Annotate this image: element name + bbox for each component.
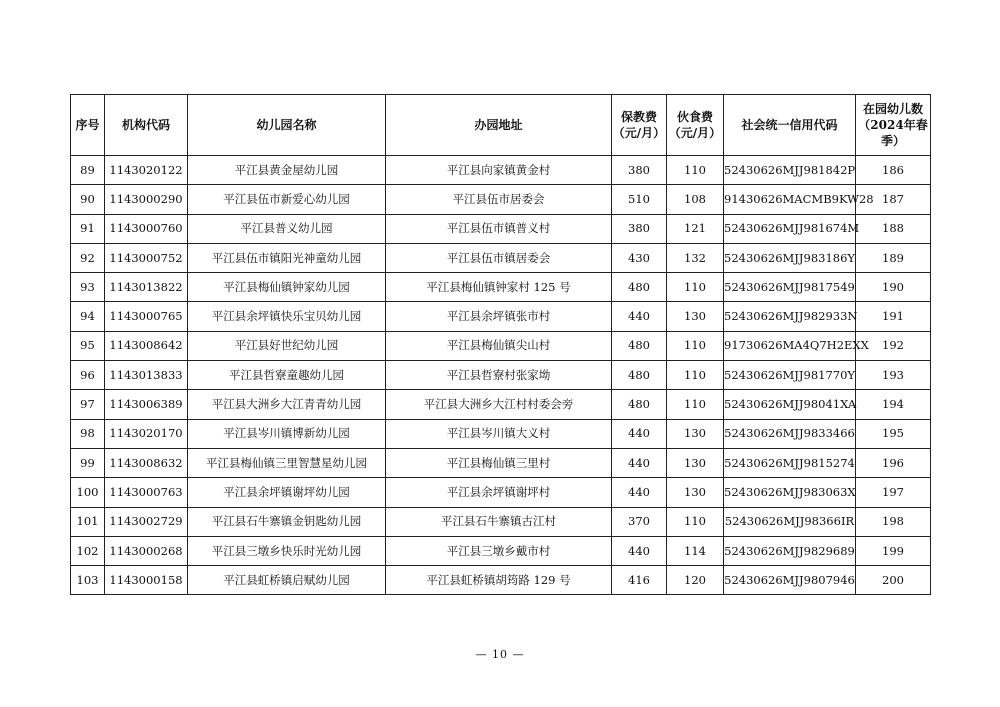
cell-code: 1143000158 [105, 566, 188, 595]
header-name: 幼儿园名称 [188, 95, 386, 156]
cell-seq: 93 [71, 273, 105, 302]
cell-code: 1143000752 [105, 243, 188, 272]
cell-code: 1143006389 [105, 390, 188, 419]
kindergarten-table [70, 94, 931, 595]
cell-code: 1143020122 [105, 156, 188, 185]
header-meal-fee: 伙食费（元/月） [667, 95, 724, 156]
cell-credit: 52430626MJJ981770Y [724, 361, 856, 390]
header-address: 办园地址 [386, 95, 612, 156]
table-body [71, 156, 931, 595]
cell-seq: 98 [71, 419, 105, 448]
header-code: 机构代码 [105, 95, 188, 156]
cell-children: 195 [856, 419, 931, 448]
table-row [71, 448, 931, 477]
cell-credit: 91430626MACMB9KW28 [724, 185, 856, 214]
cell-seq: 94 [71, 302, 105, 331]
cell-children: 200 [856, 566, 931, 595]
table-row [71, 361, 931, 390]
cell-meal-fee: 110 [667, 390, 724, 419]
cell-name: 平江县石牛寨镇金钥匙幼儿园 [188, 507, 386, 536]
table-row [71, 419, 931, 448]
cell-care-fee: 480 [612, 390, 667, 419]
table-row [71, 331, 931, 360]
cell-care-fee: 380 [612, 214, 667, 243]
cell-seq: 92 [71, 243, 105, 272]
cell-care-fee: 440 [612, 478, 667, 507]
cell-care-fee: 440 [612, 419, 667, 448]
cell-seq: 90 [71, 185, 105, 214]
cell-meal-fee: 110 [667, 156, 724, 185]
cell-code: 1143000763 [105, 478, 188, 507]
cell-credit: 52430626MJJ98041XA [724, 390, 856, 419]
cell-name: 平江县余坪镇谢坪幼儿园 [188, 478, 386, 507]
cell-seq: 100 [71, 478, 105, 507]
cell-address: 平江县余坪镇张市村 [386, 302, 612, 331]
cell-children: 190 [856, 273, 931, 302]
cell-credit: 52430626MJJ9829689 [724, 536, 856, 565]
table-row [71, 243, 931, 272]
cell-children: 193 [856, 361, 931, 390]
cell-children: 192 [856, 331, 931, 360]
cell-children: 187 [856, 185, 931, 214]
cell-children: 198 [856, 507, 931, 536]
cell-care-fee: 480 [612, 331, 667, 360]
cell-care-fee: 416 [612, 566, 667, 595]
cell-children: 197 [856, 478, 931, 507]
cell-credit: 52430626MJJ981842P [724, 156, 856, 185]
cell-name: 平江县黄金屋幼儿园 [188, 156, 386, 185]
table-row [71, 302, 931, 331]
cell-name: 平江县梅仙镇三里智慧星幼儿园 [188, 448, 386, 477]
cell-seq: 102 [71, 536, 105, 565]
cell-meal-fee: 130 [667, 478, 724, 507]
cell-address: 平江县石牛寨镇古江村 [386, 507, 612, 536]
cell-care-fee: 510 [612, 185, 667, 214]
cell-meal-fee: 121 [667, 214, 724, 243]
cell-seq: 97 [71, 390, 105, 419]
cell-address: 平江县梅仙镇钟家村 125 号 [386, 273, 612, 302]
cell-name: 平江县普义幼儿园 [188, 214, 386, 243]
cell-address: 平江县哲寮村张家坳 [386, 361, 612, 390]
cell-meal-fee: 110 [667, 361, 724, 390]
table-row [71, 566, 931, 595]
cell-credit: 52430626MJJ982933N [724, 302, 856, 331]
page-number: — 10 — [475, 648, 525, 661]
table-row [71, 185, 931, 214]
cell-seq: 91 [71, 214, 105, 243]
cell-name: 平江县梅仙镇钟家幼儿园 [188, 273, 386, 302]
cell-address: 平江县余坪镇谢坪村 [386, 478, 612, 507]
cell-meal-fee: 114 [667, 536, 724, 565]
cell-code: 1143008642 [105, 331, 188, 360]
cell-care-fee: 440 [612, 448, 667, 477]
cell-seq: 96 [71, 361, 105, 390]
cell-name: 平江县哲寮童趣幼儿园 [188, 361, 386, 390]
cell-code: 1143013822 [105, 273, 188, 302]
cell-address: 平江县向家镇黄金村 [386, 156, 612, 185]
cell-name: 平江县余坪镇快乐宝贝幼儿园 [188, 302, 386, 331]
cell-code: 1143002729 [105, 507, 188, 536]
cell-address: 平江县伍市居委会 [386, 185, 612, 214]
cell-credit: 52430626MJJ9807946 [724, 566, 856, 595]
cell-credit: 52430626MJJ9833466 [724, 419, 856, 448]
cell-credit: 52430626MJJ983063X [724, 478, 856, 507]
cell-code: 1143000765 [105, 302, 188, 331]
cell-code: 1143000268 [105, 536, 188, 565]
cell-meal-fee: 108 [667, 185, 724, 214]
cell-care-fee: 380 [612, 156, 667, 185]
cell-name: 平江县岑川镇博新幼儿园 [188, 419, 386, 448]
cell-address: 平江县三墩乡戴市村 [386, 536, 612, 565]
cell-name: 平江县虹桥镇启赋幼儿园 [188, 566, 386, 595]
cell-seq: 95 [71, 331, 105, 360]
cell-seq: 89 [71, 156, 105, 185]
cell-credit: 52430626MJJ983186Y [724, 243, 856, 272]
cell-meal-fee: 130 [667, 419, 724, 448]
cell-code: 1143020170 [105, 419, 188, 448]
header-children: 在园幼儿数（2024年春季） [856, 95, 931, 156]
cell-children: 186 [856, 156, 931, 185]
cell-credit: 52430626MJJ9815274 [724, 448, 856, 477]
cell-name: 平江县大洲乡大江青青幼儿园 [188, 390, 386, 419]
cell-address: 平江县大洲乡大江村村委会旁 [386, 390, 612, 419]
cell-name: 平江县三墩乡快乐时光幼儿园 [188, 536, 386, 565]
cell-care-fee: 370 [612, 507, 667, 536]
cell-children: 199 [856, 536, 931, 565]
cell-address: 平江县伍市镇普义村 [386, 214, 612, 243]
cell-meal-fee: 110 [667, 331, 724, 360]
cell-care-fee: 430 [612, 243, 667, 272]
header-care-fee: 保教费（元/月） [612, 95, 667, 156]
cell-credit: 91730626MA4Q7H2EXX [724, 331, 856, 360]
cell-care-fee: 440 [612, 536, 667, 565]
cell-address: 平江县虹桥镇胡筠路 129 号 [386, 566, 612, 595]
cell-credit: 52430626MJJ98366IR [724, 507, 856, 536]
cell-address: 平江县伍市镇居委会 [386, 243, 612, 272]
cell-name: 平江县伍市新爱心幼儿园 [188, 185, 386, 214]
cell-code: 1143000760 [105, 214, 188, 243]
table-row [71, 507, 931, 536]
cell-seq: 103 [71, 566, 105, 595]
cell-meal-fee: 130 [667, 302, 724, 331]
cell-credit: 52430626MJJ9817549 [724, 273, 856, 302]
cell-meal-fee: 110 [667, 273, 724, 302]
cell-seq: 99 [71, 448, 105, 477]
cell-address: 平江县岑川镇大义村 [386, 419, 612, 448]
cell-children: 194 [856, 390, 931, 419]
cell-children: 189 [856, 243, 931, 272]
cell-code: 1143013833 [105, 361, 188, 390]
cell-care-fee: 440 [612, 302, 667, 331]
table-header-row [71, 95, 931, 156]
cell-code: 1143008632 [105, 448, 188, 477]
cell-children: 188 [856, 214, 931, 243]
cell-address: 平江县梅仙镇尖山村 [386, 331, 612, 360]
cell-care-fee: 480 [612, 361, 667, 390]
header-credit: 社会统一信用代码 [724, 95, 856, 156]
table-row [71, 536, 931, 565]
table-row [71, 390, 931, 419]
cell-meal-fee: 120 [667, 566, 724, 595]
cell-name: 平江县伍市镇阳光神童幼儿园 [188, 243, 386, 272]
table-row [71, 214, 931, 243]
table-row [71, 156, 931, 185]
cell-children: 191 [856, 302, 931, 331]
cell-children: 196 [856, 448, 931, 477]
cell-name: 平江县好世纪幼儿园 [188, 331, 386, 360]
cell-credit: 52430626MJJ981674M [724, 214, 856, 243]
table-row [71, 273, 931, 302]
cell-meal-fee: 130 [667, 448, 724, 477]
header-seq: 序号 [71, 95, 105, 156]
cell-code: 1143000290 [105, 185, 188, 214]
cell-meal-fee: 132 [667, 243, 724, 272]
table-row [71, 478, 931, 507]
cell-address: 平江县梅仙镇三里村 [386, 448, 612, 477]
cell-care-fee: 480 [612, 273, 667, 302]
cell-seq: 101 [71, 507, 105, 536]
cell-meal-fee: 110 [667, 507, 724, 536]
